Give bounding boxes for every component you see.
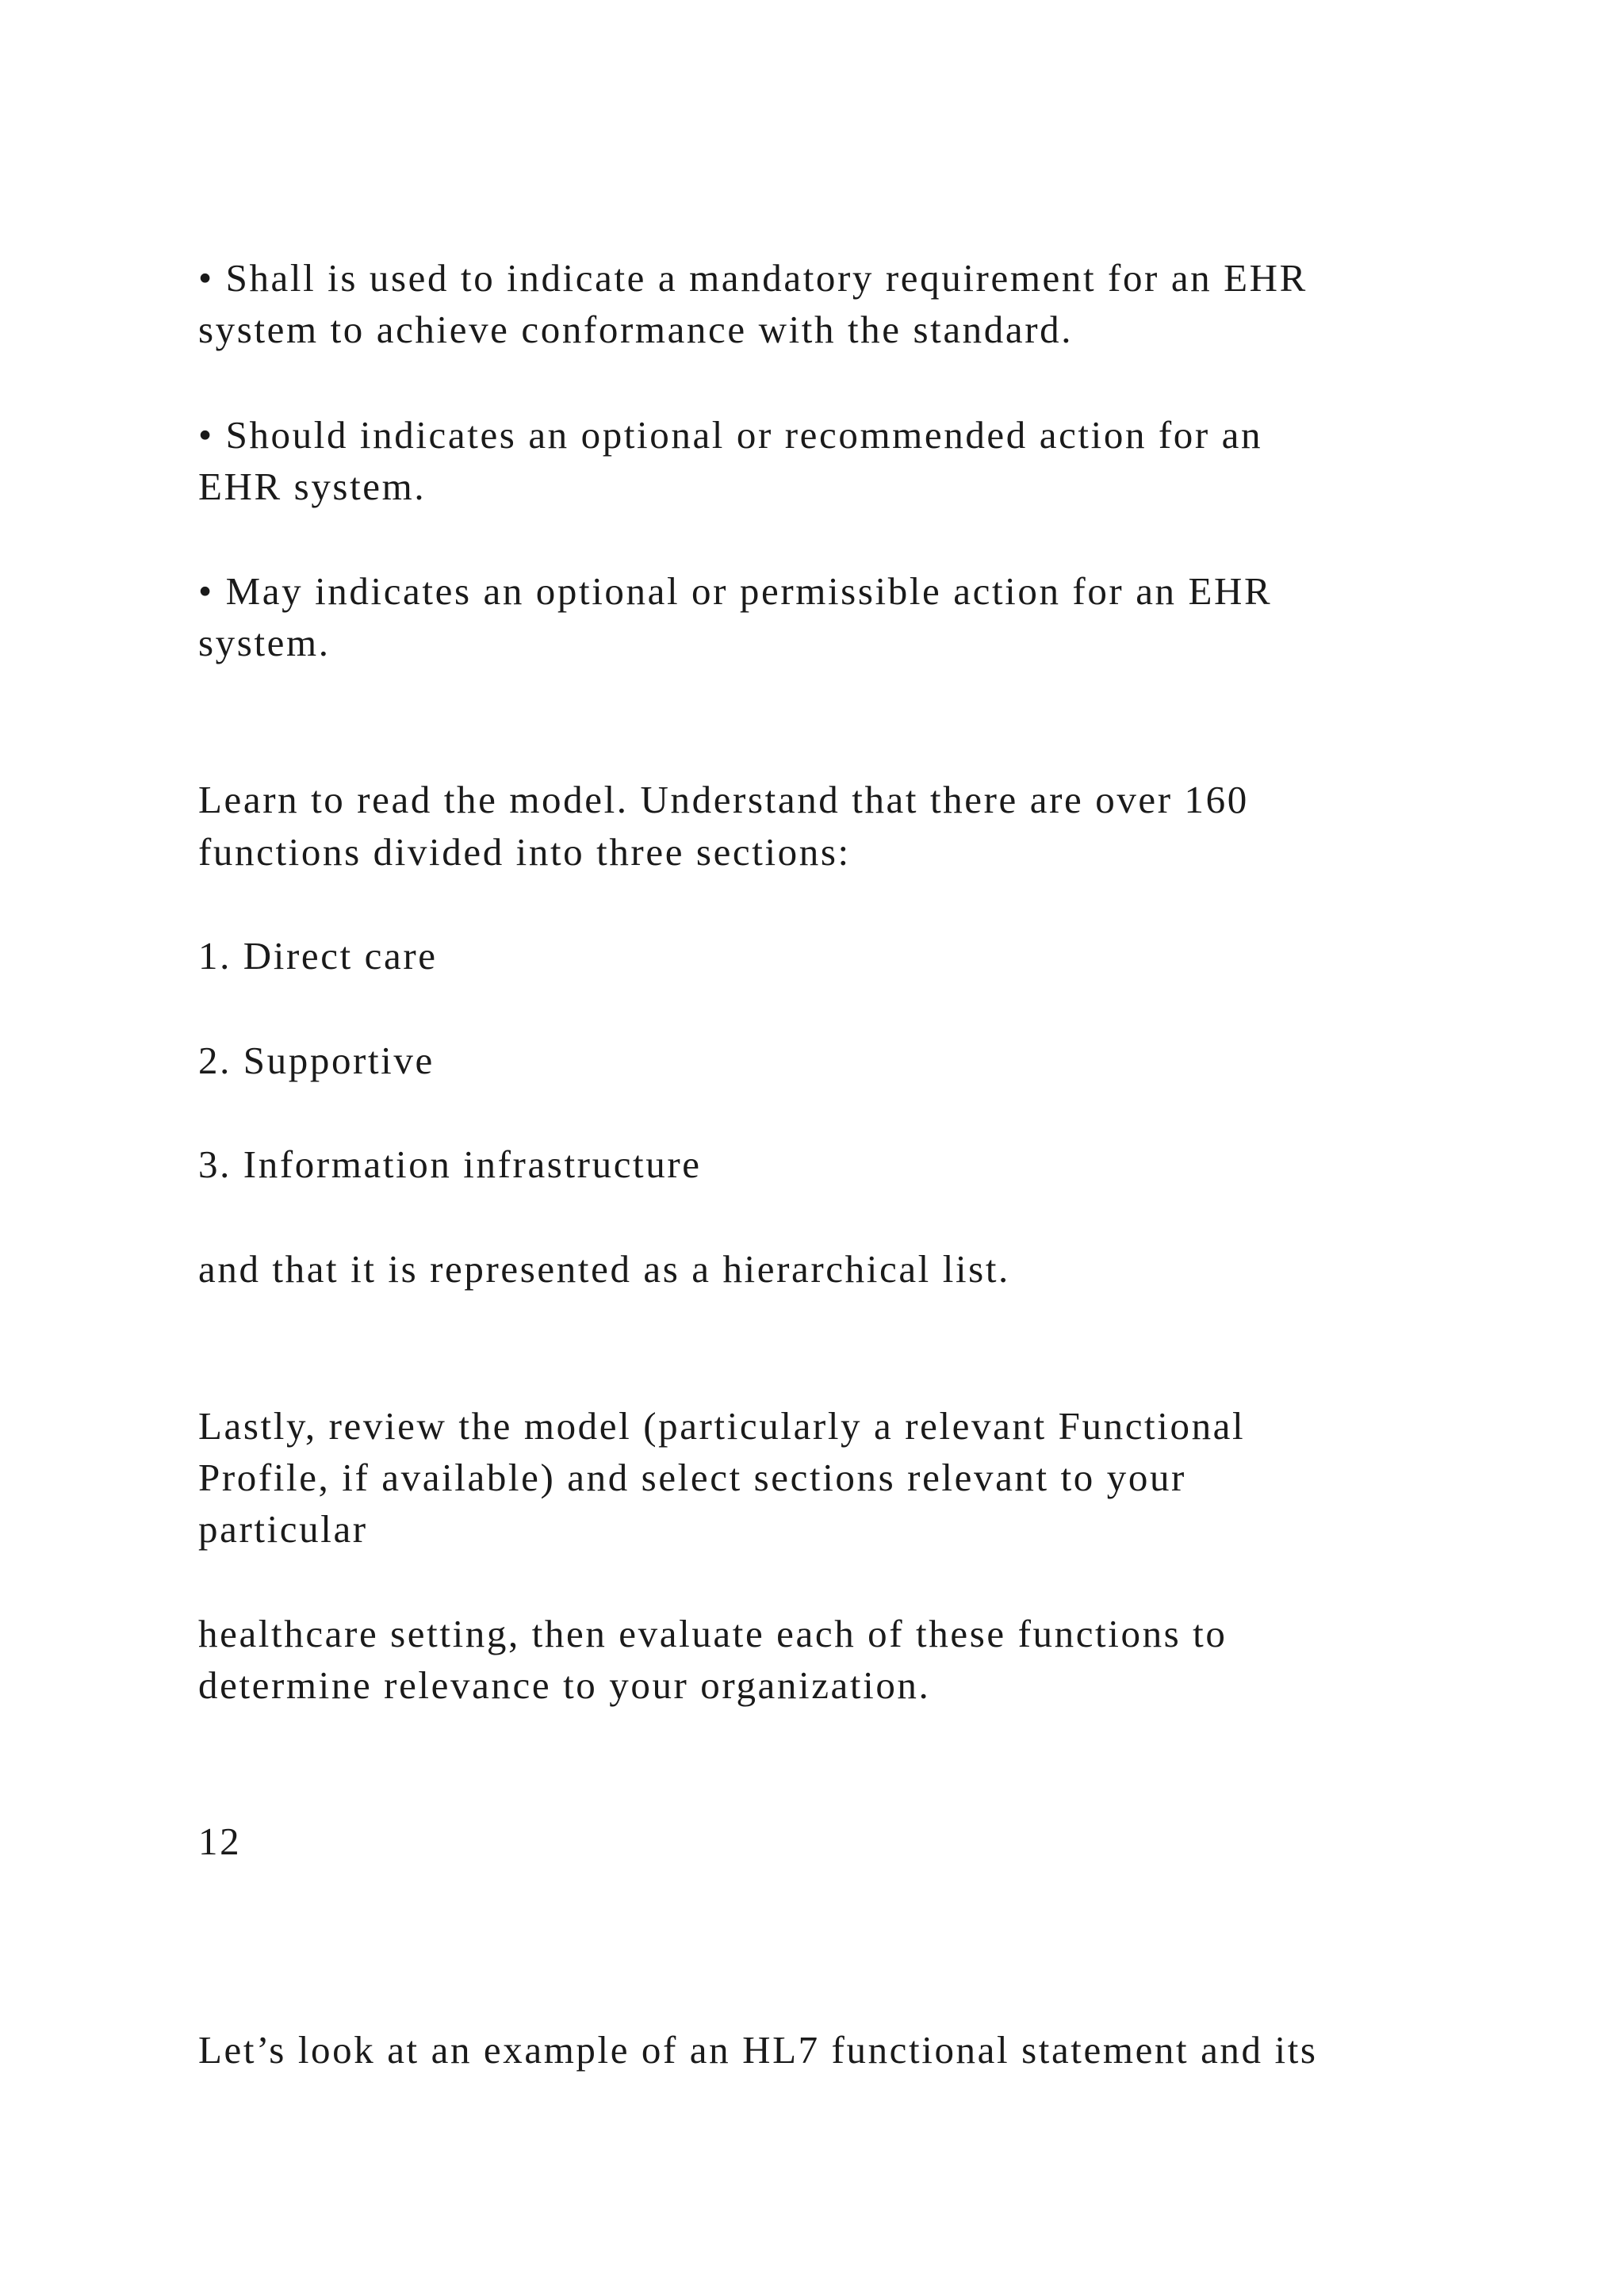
paragraph-example: Let’s look at an example of an HL7 functional statement and its <box>198 2028 1318 2072</box>
paragraph-healthcare-line-2: determine relevance to your organization. <box>198 1663 931 1707</box>
list-item-direct-care: 1. Direct care <box>198 934 438 978</box>
bullet-should-line-1: • Should indicates an optional or recommended action for an <box>198 413 1263 457</box>
bullet-may-line-1: • May indicates an optional or permissible action for an EHR <box>198 569 1273 613</box>
paragraph-learn-line-1: Learn to read the model. Understand that there are over 160 <box>198 778 1249 821</box>
list-item-information-infrastructure: 3. Information infrastructure <box>198 1142 702 1186</box>
paragraph-hierarchical: and that it is represented as a hierarchical list. <box>198 1247 1010 1291</box>
paragraph-healthcare-line-1: healthcare setting, then evaluate each of these functions to <box>198 1612 1228 1655</box>
list-item-supportive: 2. Supportive <box>198 1039 435 1082</box>
paragraph-lastly-line-2: Profile, if available) and select sections relevant to your <box>198 1456 1186 1499</box>
page-number: 12 <box>198 1820 242 1863</box>
bullet-shall-line-1: • Shall is used to indicate a mandatory requirement for an EHR <box>198 256 1308 300</box>
paragraph-lastly-line-3: particular <box>198 1507 368 1551</box>
bullet-shall-line-2: system to achieve conformance with the standard. <box>198 308 1074 351</box>
bullet-should-line-2: EHR system. <box>198 465 427 508</box>
paragraph-lastly-line-1: Lastly, review the model (particularly a relevant Functional <box>198 1404 1246 1448</box>
bullet-may-line-2: system. <box>198 621 331 664</box>
paragraph-learn-line-2: functions divided into three sections: <box>198 830 851 874</box>
